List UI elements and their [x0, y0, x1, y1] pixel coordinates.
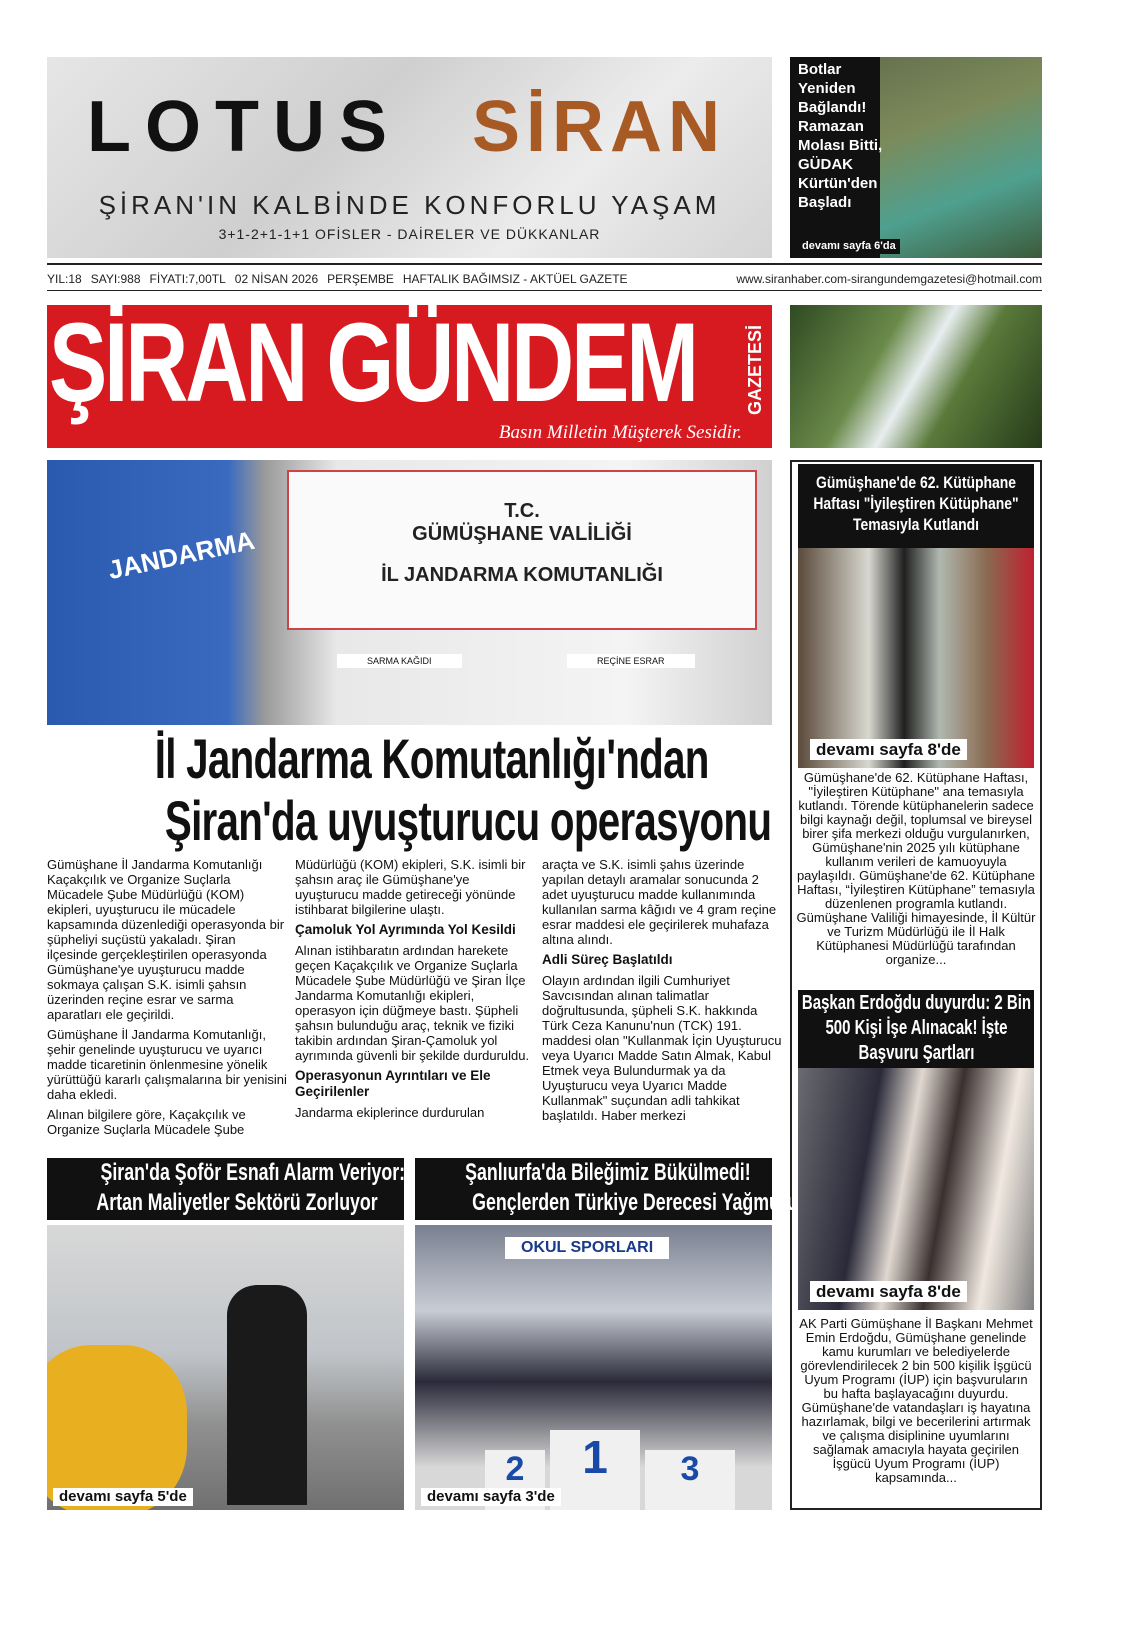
teaser-botlar[interactable] — [790, 57, 1042, 258]
paragraph: araçta ve S.K. isimli şahıs üzerinde yapılan detaylı aramalar sonucunda 2 adet uyuşturucu madde kullanımında kullanılan sarma kâğıdı ve 4 gram reçine esrar maddesi ele geçirilerek muhafaza altına alındı. — [542, 857, 777, 947]
article-column-2 — [295, 857, 535, 1125]
main-headline-line1 — [47, 728, 772, 790]
teaser-headline: Botlar Yeniden Bağlandı! Ramazan Molası Bitti, GÜDAK Kürtün'den Başladı — [798, 61, 883, 211]
divider — [47, 263, 1042, 265]
subheading: Adli Süreç Başlatıldı — [542, 952, 673, 967]
evidence-label-2: REÇİNE ESRAR — [567, 654, 695, 668]
driver-headline-line2: Artan Maliyetler Sektörü Zorluyor — [96, 1189, 378, 1216]
sign-valilik: GÜMÜŞHANE VALİLİĞİ — [412, 523, 632, 545]
employment-more[interactable]: devamı sayfa 8'de — [810, 1281, 967, 1302]
paragraph: Olayın ardından ilgili Cumhuriyet Savcısından alınan talimatlar doğrultusunda, şüpheli S.K. hakkında Türk Ceza Kanunu'nun (TCK) 191. maddesi olan "Kullanmak İçin Uyuşturucu veya Uyarıcı Madde Satın Almak, Kabul Etmek veya Bulundurmak ya da Uyuşturucu veya Uyarıcı Madde Kullanmak" suçundan adli tahkikat başlatıldı. Haber merkezi — [542, 973, 782, 1123]
podium-3: 3 — [645, 1450, 735, 1510]
sports-photo — [415, 1225, 772, 1510]
library-headline[interactable] — [798, 464, 1034, 548]
ad-details: 3+1-2+1-1+1 OFİSLER - DAİRELER VE DÜKKANLAR — [218, 226, 601, 242]
ad-tagline: ŞİRAN'IN KALBİNDE KONFORLU YAŞAM — [98, 190, 721, 220]
podium-2: 2 — [485, 1450, 545, 1510]
sports-banner: OKUL SPORLARI — [505, 1237, 669, 1259]
main-headline-line1-text: İl Jandarma Komutanlığı'ndan — [154, 727, 709, 790]
paragraph: Jandarma ekiplerince durdurulan — [295, 1105, 485, 1120]
paragraph: Gümüşhane İl Jandarma Komutanlığı, şehir genelinde uyuşturucu ve uyarıcı madde ticaretinin önlenmesine yönelik yürüttüğü kararlı çalışmalarına bir yenisini daha ekledi. — [47, 1027, 287, 1102]
employment-headline-text: Başkan Erdoğdu duyurdu: 2 Bin 500 Kişi İşe Alınacak! İşte Başvuru Şartları — [801, 992, 1031, 1064]
library-photo — [798, 548, 1034, 768]
newspaper-gazete-label: GAZETESİ — [745, 325, 765, 416]
issue-year: YIL:18 — [47, 272, 82, 286]
employment-headline[interactable] — [798, 990, 1034, 1068]
sports-headline-line2: Gençlerden Türkiye Derecesi Yağmuru — [472, 1189, 798, 1216]
ad-brand-lotus: LOTUS — [87, 87, 401, 167]
library-headline-text: Gümüşhane'de 62. Kütüphane Haftası "İyileştiren Kütüphane" Temasıyla Kutlandı — [813, 473, 1019, 534]
driver-photo — [47, 1225, 404, 1510]
subheading: Çamoluk Yol Ayrımında Yol Kesildi — [295, 922, 516, 937]
issue-info-row — [47, 272, 1042, 287]
employment-text: AK Parti Gümüşhane İl Başkanı Mehmet Emin Erdoğdu, Gümüşhane genelinde kamu kurumları ve belediyelerde görevlendirilecek 2 bin 500 kişilik İşgücü Uyum Programı (İUP) için başvuruların bu hafta başlayacağını duyurdu. Gümüşhane'de vatandaşları iş hayatına hazırlamak, bilgi ve becerilerini artırmak ve çalışma disiplinine uyumlarını sağlamak amacıyla hayata geçirilen İşgücü Uyum Programı (İUP) kapsamında... — [799, 1316, 1033, 1485]
library-text: Gümüşhane'de 62. Kütüphane Haftası, "İyileştiren Kütüphane" ana temasıyla kutlandı. Törende kütüphanelerin sadece bilgi kaynağı değil, toplumsal ve bireysel birer şifa merkezi olduğu vurgulanırken, Gümüşhane'nin 2025 yılı kütüphane kullanım verileri de kamuoyuyla paylaşıldı. Gümüşhane'de 62. Kütüphane Haftası, “İyileştiren Kütüphane” temasıyla düzenlenen programla kutlandı. Gümüşhane Valiliği himayesinde, İl Kültür ve Turizm Müdürlüğü ile İl Halk Kütüphanesi Müdürlüğü tarafından organize... — [796, 770, 1036, 967]
main-story-photo — [47, 460, 772, 725]
issue-type: HAFTALIK BAĞIMSIZ - AKTÜEL GAZETE — [402, 272, 628, 286]
newspaper-slogan: Basın Milletin Müşterek Sesidir. — [498, 422, 742, 443]
issue-number: SAYI:988 — [90, 272, 141, 286]
divider — [47, 290, 1042, 291]
lotus-siran-advertisement — [47, 57, 772, 258]
ad-brand-siran: SİRAN — [472, 87, 727, 167]
paragraph: Alınan istihbaratın ardından harekete geçen Kaçakçılık ve Organize Suçlarla Mücadele Şube Müdürlüğü ve Şiran İlçe Jandarma Komutanlığı ekipleri, operasyon için düğmeye bastı. Şüpheli şahsın bulunduğu araç, teknik ve fiziki takibin ardından Şiran-Çamoluk yol ayrımında güvenli bir şekilde durduruldu. — [295, 943, 530, 1063]
library-more[interactable]: devamı sayfa 8'de — [810, 739, 967, 760]
sign-komutanlik: İL JANDARMA KOMUTANLIĞI — [381, 564, 663, 586]
main-headline-line2-text: Şiran'da uyuşturucu operasyonu — [164, 789, 772, 852]
newspaper-name: ŞİRAN GÜNDEM — [49, 305, 696, 425]
van-label: JANDARMA — [105, 524, 258, 586]
evidence-label-1: SARMA KAĞIDI — [337, 654, 462, 668]
jandarma-sign — [287, 470, 757, 630]
paragraph: Alınan bilgilere göre, Kaçakçılık ve Organize Suçlarla Mücadele Şube — [47, 1107, 246, 1137]
sports-more[interactable]: devamı sayfa 3'de — [421, 1488, 561, 1506]
teaser-more[interactable]: devamı sayfa 6'da — [798, 239, 900, 254]
article-column-1 — [47, 857, 287, 1142]
issue-day: PERŞEMBE — [327, 272, 394, 286]
right-sidebar — [790, 460, 1042, 1510]
sports-headline-line1: Şanlıurfa'da Bileğimiz Bükülmedi! — [465, 1159, 751, 1186]
issue-info-bar — [47, 272, 637, 287]
issue-price: FİYATI:7,00TL — [149, 272, 226, 286]
paragraph: Gümüşhane İl Jandarma Komutanlığı Kaçakçılık ve Organize Suçlarla Mücadele Şube Müdürlüğü (KOM) ekipleri, uyuşturucu ile mücadele kapsamında düzenlediği operasyonda bir şüpheliyi suçüstü yakaladı. Şiran ilçesinde gerçekleştirilen operasyonda Gümüşhane'ye uyuşturucu madde sokmaya çalışan S.K. isimli şahsın üzerinden reçine esrar ve sarma aparatları ele geçirildi. — [47, 857, 285, 1022]
subheading: Operasyonun Ayrıntıları ve Ele Geçirilenler — [295, 1068, 491, 1099]
issue-date: 02 NİSAN 2026 — [234, 272, 319, 286]
sign-tc: T.C. — [504, 500, 540, 522]
paragraph: Müdürlüğü (KOM) ekipleri, S.K. isimli bir şahsın araç ile Gümüşhane'ye uyuşturucu madde getireceği yönünde istihbarat bilgilerine ulaştı. — [295, 857, 526, 917]
website-email[interactable]: www.siranhaber.com-sirangundemgazetesi@hotmail.com — [736, 272, 1042, 286]
driver-more[interactable]: devamı sayfa 5'de — [53, 1488, 193, 1506]
masthead — [47, 305, 772, 448]
employment-photo — [798, 1068, 1034, 1310]
driver-headline-line1: Şiran'da Şoför Esnafı Alarm Veriyor: — [100, 1159, 406, 1186]
taxi-shape — [47, 1345, 187, 1510]
waterfall-photo — [790, 305, 1042, 448]
podium-1: 1 — [550, 1430, 640, 1510]
person-shape — [227, 1285, 307, 1505]
main-headline-line2 — [47, 790, 772, 852]
sports-headline[interactable] — [415, 1158, 798, 1220]
driver-headline[interactable] — [47, 1158, 404, 1220]
article-column-3 — [542, 857, 782, 1128]
